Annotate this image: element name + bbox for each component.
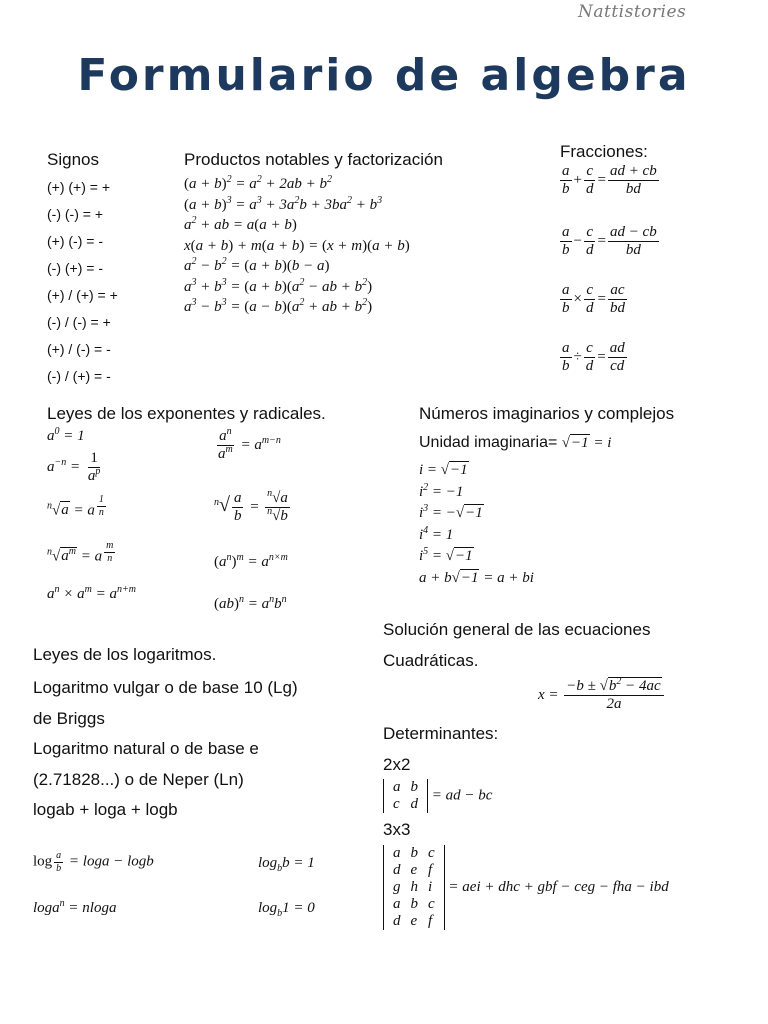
exp-product: $a^n \times a^m = a^{n+m}$ xyxy=(47,584,136,602)
determinantes-heading: Determinantes: xyxy=(383,724,499,743)
signo-rule: (+) (-) = - xyxy=(47,233,103,249)
signo-rule: (-) / (-) = + xyxy=(47,314,111,330)
formula-line: $i^5 = √-1$ xyxy=(419,546,473,564)
exp-quotient: $\frac{a^n}{a^m}$ = $a^{m-n}$ xyxy=(218,426,281,463)
fraccion-resta: $\frac{a}{b}$ − $\frac{c}{d}$ = $\frac{ad - cb}{bd}$ xyxy=(562,224,657,259)
unidad-label: Unidad imaginaria= xyxy=(419,434,558,451)
cuadraticas-heading-2: Cuadráticas. xyxy=(383,651,479,670)
log-line: Logaritmo natural o de base e xyxy=(33,739,259,758)
log-line: logab + loga + logb xyxy=(33,800,178,819)
log-power: loga$^n$ = nloga xyxy=(33,898,117,916)
signo-rule: (+) / (+) = + xyxy=(47,287,118,303)
log-line: de Briggs xyxy=(33,708,105,728)
fraccion-division: $\frac{a}{b}$ ÷ $\frac{c}{d}$ = $\frac{ad}{cd}$ xyxy=(562,340,625,375)
formula-line: x(a + b) + m(a + b) = (x + m)(a + b) xyxy=(184,237,410,254)
matrix-2x2: a b c d xyxy=(383,779,428,813)
formula-line: $i^2 = -1$ xyxy=(419,481,464,500)
log-line: (2.71828...) o de Neper (Ln) xyxy=(33,769,244,789)
signos-list xyxy=(47,174,118,390)
signos-heading: Signos xyxy=(47,150,99,169)
quadratic-formula: x = $\frac{-b \pm √b^2 - 4ac}{2a}$ xyxy=(538,678,666,714)
formula-line: $i^4 = 1$ xyxy=(419,524,454,543)
exp-negative: $a^{-n}$ = $\frac{1}{a^p}$ xyxy=(47,450,101,485)
log-one: $\log_b1 = 0$ xyxy=(258,900,315,919)
det-2x2-label: 2x2 xyxy=(383,755,411,774)
log-line: Logaritmo vulgar o de base 10 (Lg) xyxy=(33,678,298,697)
author-signature: Nattistories xyxy=(578,2,687,22)
imaginarios-heading: Números imaginarios y complejos xyxy=(419,404,675,423)
formula-line: $a^3 - b^3 = (a - b)(a^2$ + ab + $b^2$) xyxy=(184,297,373,315)
formula-line: a + b√−1 = a + bi xyxy=(419,569,534,586)
det-3x3-formula: a b c d e f g h i a b c d e f = aei + dhc + gbf − ceg − fha − ibd xyxy=(383,845,669,930)
fracciones-heading: Fracciones: xyxy=(560,142,648,161)
formula-line: $a^2 - b^2 = (a + b)(b - a)$ xyxy=(184,256,330,274)
det-2x2-formula: a b c d = ad − bc xyxy=(383,779,492,813)
matrix-3x3: a b c d e f g h i a b c d e f xyxy=(383,845,445,930)
productos-formulas xyxy=(184,174,410,318)
formula-line: $(a + b)^2 = a^2 + 2ab + b^2$ xyxy=(184,174,332,192)
formula-line: $i^3 = -√-1$ xyxy=(419,503,483,521)
exp-power-power: $(a^n)^m = a^{n\times m}$ xyxy=(214,552,288,570)
fraccion-producto: $\frac{a}{b}$ × $\frac{c}{d}$ = $\frac{ac}{bd}$ xyxy=(562,282,625,317)
signo-rule: (-) (-) = + xyxy=(47,206,103,222)
signo-rule: (-) (+) = - xyxy=(47,260,103,276)
cuadraticas-heading-1: Solución general de las ecuaciones xyxy=(383,620,651,639)
formula-line: i = √−1 xyxy=(419,462,468,478)
exponentes-heading: Leyes de los exponentes y radicales. xyxy=(47,404,326,423)
exp-zero: $a^0 = 1$ xyxy=(47,426,85,444)
imaginarios-powers xyxy=(419,460,534,589)
formula-line: $(a + b)^3 = a^3 + 3a^2b + 3ba^2 + b^3$ xyxy=(184,194,383,213)
exp-root: $^n$√a = a $^{\frac{1}{n}}$ xyxy=(47,494,104,519)
logaritmos-heading: Leyes de los logaritmos. xyxy=(33,645,217,664)
logaritmos-text xyxy=(33,673,298,826)
fraccion-suma: $\frac{a}{b}$ + $\frac{c}{d}$ = $\frac{ad + cb}{bd}$ xyxy=(562,163,657,198)
page-title: Formulario de algebra xyxy=(77,50,691,101)
exp-power-product: $(ab)^n = a^nb^n$ xyxy=(214,594,287,612)
det-3x3-label: 3x3 xyxy=(383,820,411,839)
unidad-imaginaria: Unidad imaginaria= √−1 = i xyxy=(419,434,612,451)
formula-line: $a^2$ + ab = a(a + b) xyxy=(184,215,297,233)
log-base-self: $\log_bb = 1$ xyxy=(258,855,315,874)
signo-rule: (-) / (+) = - xyxy=(47,368,111,384)
log-quotient: log $\frac{a}{b}$ = loga − logb xyxy=(33,850,154,874)
formula-line: $a^3 + b^3 = (a + b)(a^2$ − ab + $b^2$) xyxy=(184,276,373,295)
signo-rule: (+) (+) = + xyxy=(47,179,111,195)
signo-rule: (+) / (-) = - xyxy=(47,341,111,357)
exp-root-fraction: $^n$√ $\frac{a}{b}$ = $\frac{^n√a}{^n√b}$ xyxy=(214,488,288,525)
productos-heading: Productos notables y factorización xyxy=(184,150,443,169)
exp-root-power: $^n√a^m = a$ $^{\frac{m}{n}}$ xyxy=(47,540,114,565)
